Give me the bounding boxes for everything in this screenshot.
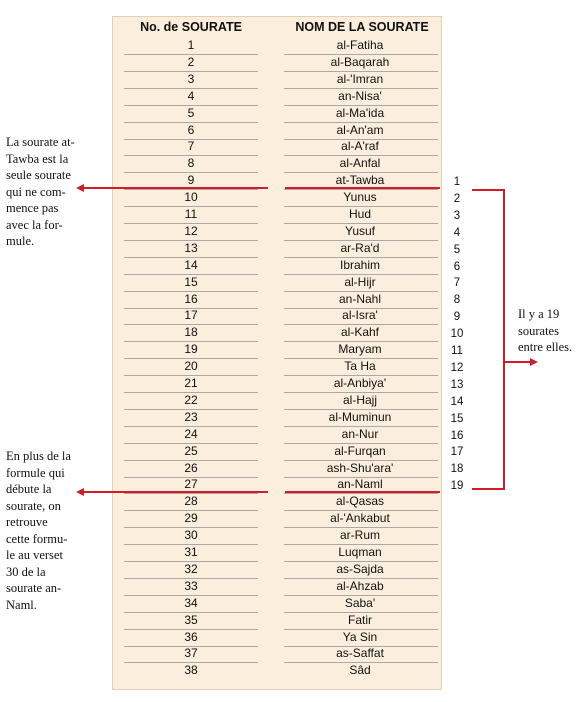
table-row <box>121 307 441 324</box>
surah-number: 17 <box>184 308 198 323</box>
count-label: 18 <box>450 463 464 476</box>
count-label: 1 <box>453 176 461 188</box>
table-row <box>121 155 441 172</box>
column-header-number: No. de SOURATE <box>140 20 242 34</box>
note-line: cette formu- <box>6 531 68 546</box>
table-row <box>121 138 441 155</box>
surah-number: 19 <box>184 342 198 357</box>
table-row <box>121 37 441 54</box>
table-row <box>121 493 441 510</box>
note-line: débute la <box>6 482 52 496</box>
surah-number: 22 <box>184 392 198 407</box>
table-row <box>121 291 441 308</box>
surah-name: an-Nur <box>341 426 379 441</box>
note-tawba <box>6 134 86 250</box>
note-line: avec la for- <box>6 217 63 232</box>
count-label: 6 <box>453 260 461 273</box>
bracket-bottom <box>472 488 504 490</box>
surah-name: Maryam <box>338 342 382 357</box>
table-row <box>121 443 441 460</box>
surah-name: Luqman <box>338 545 382 559</box>
surah-number: 32 <box>184 561 198 576</box>
table-row <box>121 240 441 257</box>
table-row <box>121 561 441 578</box>
surah-name: al-Kahf <box>340 325 380 340</box>
surah-number: 16 <box>184 291 198 306</box>
table-row <box>121 257 441 274</box>
note-line: retrouve <box>6 515 48 529</box>
surah-number: 33 <box>184 578 198 593</box>
surah-name: Ibrahim <box>339 257 380 272</box>
surah-number: 4 <box>187 88 195 103</box>
count-label: 16 <box>450 429 464 442</box>
surah-name: Sâd <box>349 663 371 678</box>
note-line: La sourate at- <box>6 135 75 149</box>
surah-number: 37 <box>184 646 198 661</box>
table-row <box>121 426 441 443</box>
table-row <box>121 460 441 477</box>
surah-name: al-Anfal <box>339 156 381 171</box>
note-line: En plus de la <box>6 449 71 463</box>
count-label: 15 <box>450 412 464 425</box>
note-count <box>518 306 588 356</box>
bracket-pointer <box>505 361 533 363</box>
count-label: 14 <box>450 395 464 408</box>
count-label: 3 <box>453 209 461 222</box>
surah-number: 15 <box>184 274 198 289</box>
table-row <box>121 629 441 646</box>
table-row <box>121 71 441 88</box>
column-header-name: NOM DE LA SOURATE <box>295 20 429 34</box>
table-row <box>121 105 441 122</box>
count-label: 2 <box>453 192 461 205</box>
bracket-top <box>472 189 504 191</box>
surah-number: 2 <box>187 54 195 69</box>
note-line: sourate, on <box>6 498 61 513</box>
note-line: mule. <box>6 234 35 248</box>
table-row <box>121 358 441 375</box>
table-row <box>121 375 441 392</box>
surah-name: ar-Ra'd <box>340 240 380 255</box>
note-line: 30 de la <box>6 564 46 579</box>
surah-number: 35 <box>184 612 198 627</box>
note-line: Tawba est la <box>6 151 69 166</box>
surah-number: 18 <box>184 325 198 340</box>
surah-name: Ta Ha <box>344 359 376 374</box>
note-naml <box>6 448 86 613</box>
surah-number: 23 <box>184 409 198 424</box>
surah-name: Yusuf <box>344 223 376 238</box>
note-line: le au verset <box>6 548 63 562</box>
surah-number: 29 <box>184 511 198 526</box>
surah-number: 6 <box>187 122 195 137</box>
count-label: 9 <box>453 311 461 324</box>
surah-name: al-Hajj <box>342 392 377 407</box>
note-line: Il y a 19 <box>518 307 560 321</box>
surah-number: 11 <box>184 207 198 221</box>
table-row <box>121 527 441 544</box>
surah-name: an-Nisa' <box>338 88 382 103</box>
table-row <box>121 578 441 595</box>
table-row <box>121 645 441 662</box>
count-label: 19 <box>450 480 464 493</box>
surah-name: ar-Rum <box>339 528 380 543</box>
table-row <box>121 189 441 206</box>
surah-name: al-Ma'ida <box>335 105 385 120</box>
surah-name: al-Furqan <box>334 443 386 458</box>
count-label: 12 <box>450 361 464 374</box>
count-label: 8 <box>453 294 461 307</box>
surah-name: al-Anbiya' <box>333 376 387 390</box>
surah-name: ash-Shu'ara' <box>326 460 394 475</box>
note-line: sourates <box>518 323 559 338</box>
surah-number: 27 <box>184 477 198 492</box>
surah-name: as-Saffat <box>336 646 384 661</box>
table-row <box>121 392 441 409</box>
surah-name: al-'Imran <box>336 71 384 86</box>
surah-name: al-Baqarah <box>330 54 390 69</box>
count-label: 5 <box>453 243 461 256</box>
table-row <box>121 544 441 561</box>
surah-number: 7 <box>187 139 195 154</box>
note-line: seule sourate <box>6 168 71 182</box>
table-row <box>121 54 441 71</box>
surah-number: 24 <box>184 426 198 441</box>
note-line: sourate an- <box>6 581 62 595</box>
naml-line-right <box>285 491 440 493</box>
surah-name: al-Hijr <box>344 274 376 289</box>
surah-number: 5 <box>187 105 195 120</box>
note-line: mence pas <box>6 201 59 215</box>
surah-number: 20 <box>184 359 198 374</box>
surah-number: 34 <box>184 595 198 610</box>
count-label: 10 <box>450 328 464 341</box>
note-line: qui ne com- <box>6 184 66 199</box>
surah-name: Hud <box>348 207 371 221</box>
surah-number: 36 <box>184 629 198 644</box>
surah-number: 38 <box>184 663 198 678</box>
table-row <box>121 122 441 139</box>
surah-name: al-Ahzab <box>336 578 384 593</box>
table-row <box>121 510 441 527</box>
table-row <box>121 88 441 105</box>
surah-name: as-Sajda <box>336 561 384 576</box>
table-row <box>121 223 441 240</box>
surah-name: Fatir <box>348 612 372 627</box>
tawba-line-right <box>285 187 440 189</box>
bracket-arrow-icon <box>530 358 538 366</box>
surah-name: al-An'am <box>336 122 384 137</box>
table-row <box>121 341 441 358</box>
note-line: formule qui <box>6 465 65 480</box>
count-label: 4 <box>453 226 461 239</box>
note-line: Naml. <box>6 597 37 612</box>
surah-number: 1 <box>187 38 195 52</box>
surah-name: an-Nahl <box>338 291 382 306</box>
surah-name: al-Fatiha <box>336 38 384 52</box>
count-label: 7 <box>453 277 461 290</box>
count-label: 17 <box>450 446 464 459</box>
surah-name: al-'Ankabut <box>330 511 390 526</box>
table-row <box>121 324 441 341</box>
surah-name: al-A'raf <box>341 139 379 154</box>
naml-arrow-icon <box>76 488 84 496</box>
surah-number: 25 <box>184 443 198 458</box>
surah-number: 28 <box>184 494 198 509</box>
surah-number: 26 <box>184 460 198 475</box>
surah-name: at-Tawba <box>335 173 385 188</box>
surah-name: Yunus <box>343 190 377 205</box>
tawba-line-left <box>84 187 268 189</box>
surah-number: 30 <box>184 528 198 543</box>
surah-name: Ya Sin <box>342 629 378 644</box>
tawba-arrow-icon <box>76 184 84 192</box>
surah-number: 13 <box>184 240 198 255</box>
count-label: 13 <box>450 378 464 391</box>
surah-number: 8 <box>187 156 195 171</box>
table-row <box>121 662 441 679</box>
surah-number: 10 <box>184 190 198 205</box>
count-label: 11 <box>451 345 463 357</box>
table-row <box>121 595 441 612</box>
table-row <box>121 409 441 426</box>
surah-number: 12 <box>184 223 198 238</box>
table-row <box>121 274 441 291</box>
bracket-vertical <box>503 189 505 490</box>
surah-number: 14 <box>184 257 198 272</box>
note-line: entre elles. <box>518 340 573 354</box>
surah-name: an-Naml <box>337 477 383 492</box>
surah-number: 31 <box>184 545 198 559</box>
surah-number: 3 <box>187 71 195 86</box>
surah-name: al-Muminun <box>328 409 392 424</box>
table-row <box>121 612 441 629</box>
surah-number: 9 <box>187 173 195 188</box>
surah-name: Saba' <box>344 595 376 610</box>
naml-line-left <box>84 491 268 493</box>
surah-name: al-Isra' <box>342 308 378 323</box>
surah-name: al-Qasas <box>335 494 385 509</box>
table-row <box>121 206 441 223</box>
surah-number: 21 <box>184 376 198 390</box>
